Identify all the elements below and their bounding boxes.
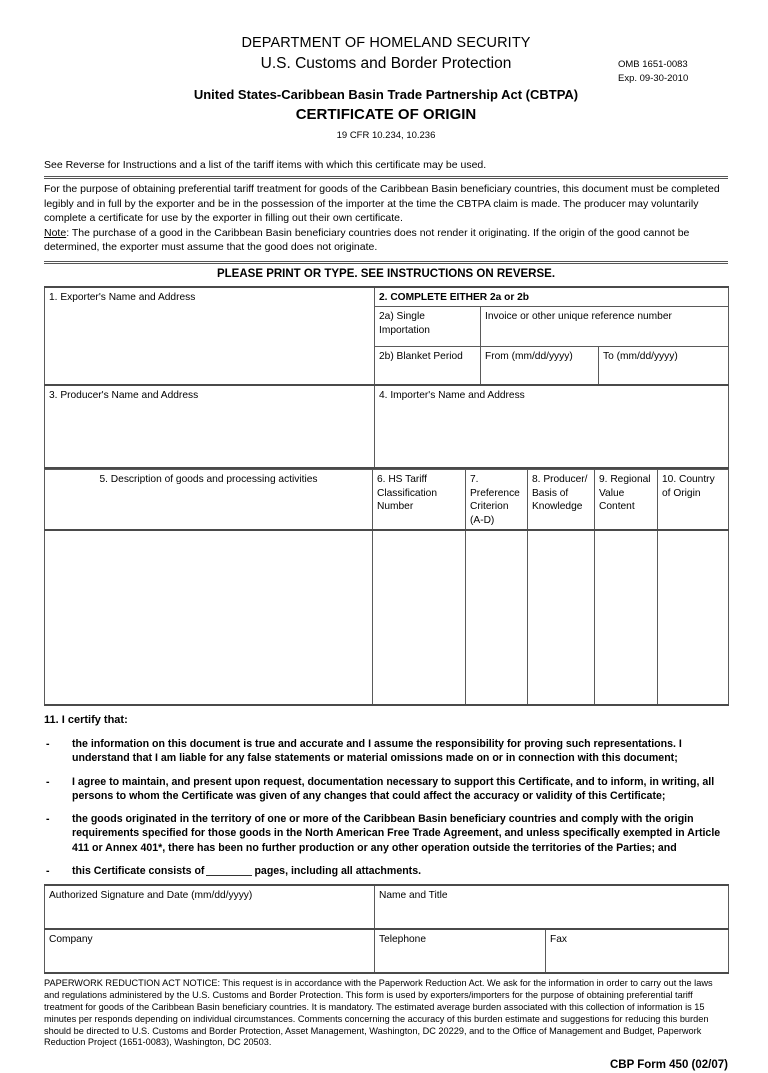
goods-cell-producer-basis[interactable] [528,530,595,705]
exporter-label: 1. Exporter's Name and Address [49,291,196,303]
to-date-cell[interactable] [599,347,729,386]
see-reverse-instruction: See Reverse for Instructions and a list of the tariff items with which this certificate may be used. [44,159,487,171]
fax-cell[interactable] [546,929,729,973]
from-date-label: From (mm/dd/yyyy) [485,351,573,363]
list-item [44,864,728,878]
goods-col-hs-tariff-label: 6. HS Tariff Classification Number [377,474,438,513]
goods-col-preference-criterion-label: 7. Preference Criterion (A-D) [470,474,520,526]
note-label: Note [44,226,67,239]
goods-col-country-origin [658,470,729,530]
list-item [44,737,728,766]
name-title-cell[interactable] [375,885,729,929]
omb-expiry: Exp. 09-30-2010 [618,72,689,84]
blanket-period-label-cell [375,347,481,386]
purpose-paragraph [44,179,728,258]
certification-item-text: I agree to maintain, and present upon request, documentation necessary to support this Certificate, and to inform, in writing, all persons to whom the Certificate was given of any changes that could affect the accuracy or validity of this Certificate; [72,775,715,802]
importer-cell[interactable] [375,385,729,468]
goods-col-description [45,470,373,530]
goods-table [44,469,729,706]
goods-cell-regional-value[interactable] [595,530,658,705]
telephone-cell[interactable] [375,929,546,973]
goods-cell-country-origin[interactable] [658,530,729,705]
cfr-reference: 19 CFR 10.234, 10.236 [336,130,436,141]
note-text: : The purchase of a good in the Caribbean Basin beneficiary countries does not render it originating. If the origin of the good cannot be determined, the exporter must assume that the good does not originate. [44,226,690,254]
omb-number: OMB 1651-0083 [618,59,688,70]
list-item [44,812,728,855]
exporter-cell[interactable] [45,287,375,385]
telephone-label: Telephone [379,934,427,946]
complete-either-label: 2. COMPLETE EITHER 2a or 2b [379,291,530,303]
bullet-dash-icon: - [46,813,50,826]
department-name: DEPARTMENT OF HOMELAND SECURITY [241,35,531,51]
certification-heading: 11. I certify that: [44,714,128,726]
purpose-text: For the purpose of obtaining preferential tariff treatment for goods of the Caribbean Basin beneficiary countries, this document must be completed legibly and in full by the exporter and be in the possession of the importer at the time the CBTPA claim is made. The producer may voluntarily complete a certificate for use by the exporter in filling out their own certificate. [44,183,720,225]
complete-either-header [375,287,729,307]
goods-cell-preference-criterion[interactable] [466,530,528,705]
authorized-signature-label: Authorized Signature and Date (mm/dd/yyyy) [49,890,253,902]
producer-label: 3. Producer's Name and Address [49,390,199,402]
signature-table [44,884,729,974]
producer-cell[interactable] [45,385,375,468]
certification-list [44,737,728,878]
table-row[interactable] [45,530,729,705]
invoice-reference-cell[interactable] [481,307,729,347]
act-title: United States-Caribbean Basin Trade Partnership Act (CBTPA) [193,87,579,102]
certification-item-text: the goods originated in the territory of one or more of the Caribbean Basin beneficiary countries and comply with the origin requirements specified for those goods in the North American Free Trade Agreement, and unless specifically exempted in Article 411 or Annex 401*, there has been no further production or any other operation outside the territories of the Parties; and [72,813,721,854]
importer-label: 4. Importer's Name and Address [379,390,525,402]
goods-col-country-origin-label: 10. Country of Origin [662,474,715,499]
goods-col-description-label: 5. Description of goods and processing activities [99,474,318,486]
fax-label: Fax [550,934,567,946]
bullet-dash-icon: - [46,865,50,878]
from-date-cell[interactable] [481,347,599,386]
name-title-label: Name and Title [379,890,448,902]
bullet-dash-icon: - [46,738,50,750]
bullet-dash-icon: - [46,775,50,788]
goods-cell-hs-tariff[interactable] [373,530,466,705]
page-title: CERTIFICATE OF ORIGIN [295,106,477,123]
single-importation-label-cell [375,307,481,347]
single-importation-label: 2a) Single Importation [379,311,430,336]
certification-item-text: the information on this document is true and accurate and I assume the responsibility for proving such representations. I understand that I am liable for any false statements or material omissions made on or in connection with this document; [72,738,682,765]
pages-suffix-label: pages, including all attachments. [254,865,422,878]
goods-col-producer-basis [528,470,595,530]
blanket-period-label: 2b) Blanket Period [379,351,463,363]
print-or-type-instruction: PLEASE PRINT OR TYPE. SEE INSTRUCTIONS ON REVERSE. [216,267,556,280]
pages-prefix-label: this Certificate consists of [72,865,205,878]
authorized-signature-cell[interactable] [45,885,375,929]
goods-col-hs-tariff [373,470,466,530]
parties-table [44,286,729,469]
invoice-reference-label: Invoice or other unique reference number [485,311,672,323]
form-number: CBP Form 450 (02/07) [609,1059,728,1072]
pages-count-input[interactable] [206,864,252,876]
to-date-label: To (mm/dd/yyyy) [603,351,678,363]
goods-col-preference-criterion [466,470,528,530]
goods-col-regional-value [595,470,658,530]
form-page [44,0,728,1072]
company-label: Company [49,934,93,946]
goods-col-producer-basis-label: 8. Producer/ Basis of Knowledge [532,474,588,513]
company-cell[interactable] [45,929,375,973]
paperwork-reduction-notice: PAPERWORK REDUCTION ACT NOTICE: This request is in accordance with the Paperwork Reduction Act. We ask for the information in order to carry out the laws and regulations administered by the U.S. Customs and Border Protection. This form is used by exporters/importers for the purpose of obtaining preferential tariff treatment for goods of the Caribbean Basin beneficiary countries. It is mandatory. The estimated average burden associated with this collection of information is 15 minutes per responds depending on individual circumstances. Comments concerning the accuracy of this burden estimate and suggestions for reducing this burden should be directed to U.S. Customs and Border Protection, Asset Management, Washington, DC 20229, and to the Office of Management and Budget, Paperwork Reduction Project (1651-0083), Washington, DC 20503. [44,978,713,1048]
list-item [44,775,728,804]
goods-col-regional-value-label: 9. Regional Value Content [599,474,651,513]
agency-name: U.S. Customs and Border Protection [260,55,512,72]
goods-cell-description[interactable] [45,530,373,705]
omb-info [618,58,728,85]
